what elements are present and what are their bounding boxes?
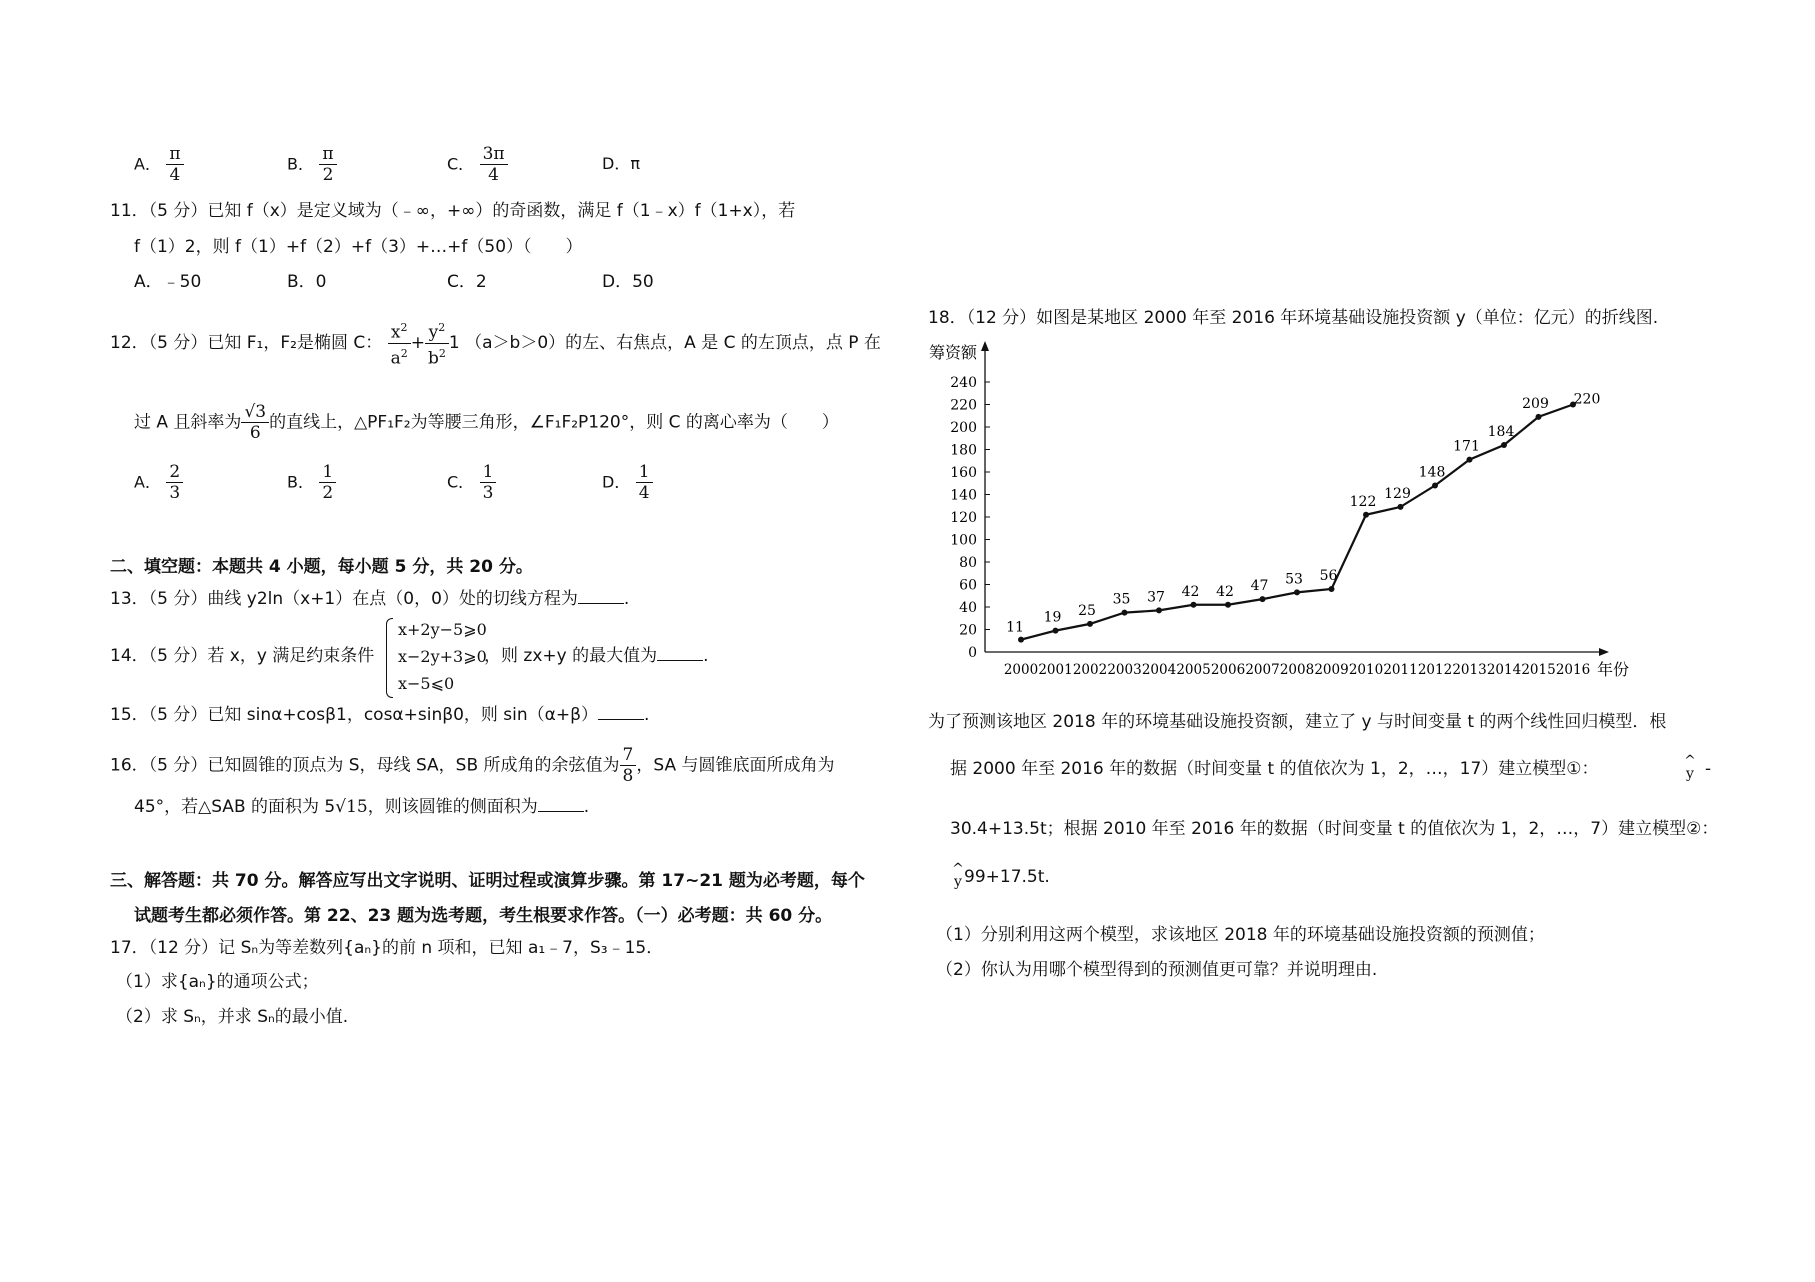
y-tick-label: 80	[959, 555, 977, 571]
section-3-heading-line1: 三、解答题：共 70 分。解答应写出文字说明、证明过程或演算步骤。第 17~21 题为必考题，每个	[110, 871, 865, 891]
q12-intro: 12．（5 分）已知 F₁，F₂是椭圆 C：	[110, 333, 383, 354]
x-tick-label: 2014	[1486, 662, 1522, 678]
ellipse-y-term	[425, 318, 449, 368]
investment-line-chart	[925, 335, 1630, 680]
var-a: a	[390, 348, 401, 369]
data-label: 129	[1384, 485, 1411, 502]
option-label: D．	[602, 472, 631, 492]
data-point	[1398, 504, 1404, 510]
answer-blank[interactable]	[657, 646, 703, 661]
denominator: 4	[169, 165, 181, 185]
x-tick-label: 2013	[1452, 662, 1487, 678]
denominator: 2	[322, 483, 334, 503]
x-tick-label: 2000	[1003, 662, 1039, 678]
q12-option-d	[602, 462, 653, 503]
y-hat	[950, 861, 966, 890]
hat-mark: ^	[1684, 753, 1696, 769]
q18-para4	[950, 861, 1050, 890]
answer-blank[interactable]	[538, 797, 584, 812]
fraction	[636, 462, 653, 503]
q11-option-c: C．2	[447, 272, 487, 292]
numerator: 1	[480, 462, 497, 483]
q12-intro-end: （a＞b＞0）的左、右焦点，A 是 C 的左顶点，点 P 在	[465, 333, 881, 354]
q12-option-b	[287, 462, 336, 503]
data-label: 19	[1043, 609, 1062, 626]
fraction	[480, 462, 497, 503]
q18-para2	[950, 753, 1712, 782]
hat-variable: y	[1686, 766, 1694, 782]
numerator: 1	[636, 462, 653, 483]
data-point	[1467, 457, 1473, 463]
q14-suffix	[484, 645, 709, 667]
q12-line2	[134, 402, 839, 443]
data-label: 209	[1522, 395, 1549, 412]
y-tick-label: 220	[950, 397, 977, 414]
denominator: 6	[249, 423, 261, 443]
constraint-1: x+2y−5⩾0	[398, 620, 487, 639]
exponent: 2	[438, 346, 446, 360]
x-tick-label: 2001	[1038, 662, 1073, 678]
q14-brace	[386, 618, 393, 698]
exponent: 2	[400, 321, 408, 334]
q14-end: .	[703, 646, 709, 666]
fraction	[319, 462, 336, 503]
var-x: x	[390, 322, 401, 343]
option-label: C．	[447, 154, 475, 174]
y-axis-arrow	[981, 341, 989, 351]
option-label: D．π	[602, 154, 640, 173]
plus-sign: +	[410, 333, 426, 354]
y-tick-label: 180	[950, 442, 977, 459]
q14	[110, 645, 374, 667]
sqrt-15: √15	[335, 797, 368, 817]
constraint-2: x−2y+3⩾0	[398, 647, 487, 666]
q11-option-b: B．0	[287, 272, 327, 292]
data-label: 11	[1006, 619, 1024, 636]
x-tick-label: 2003	[1107, 662, 1142, 678]
x-axis-label: 年份	[1597, 660, 1630, 679]
q10-option-c	[447, 144, 508, 185]
q16-line1	[110, 745, 835, 786]
q10-option-d	[602, 153, 640, 175]
data-point	[1053, 628, 1059, 634]
denominator: 8	[622, 766, 634, 786]
data-point	[1294, 589, 1300, 595]
data-point	[1260, 596, 1266, 602]
q18-title: 18．（12 分）如图是某地区 2000 年至 2016 年环境基础设施投资额 y（单位：亿元）的折线图.	[928, 308, 1659, 328]
numerator: 1	[319, 462, 336, 483]
fraction	[166, 144, 183, 185]
x-tick-label: 2007	[1245, 662, 1280, 678]
q12-option-a	[134, 462, 183, 503]
q14-constraints	[398, 616, 487, 697]
data-point	[1329, 586, 1335, 592]
data-label: 184	[1487, 424, 1515, 440]
data-point	[1501, 442, 1507, 448]
data-point	[1363, 512, 1369, 518]
y-hat	[1682, 753, 1698, 782]
option-label: A．	[134, 472, 161, 492]
q16-start: 16．（5 分）已知圆锥的顶点为 S，母线 SA，SB 所成角的余弦值为	[110, 755, 620, 776]
data-label: 171	[1453, 438, 1480, 455]
data-label: 35	[1112, 591, 1131, 608]
q13	[110, 588, 629, 610]
option-label: C．	[447, 472, 475, 492]
data-label: 42	[1181, 583, 1200, 600]
numerator: π	[166, 144, 183, 165]
q16-end: ，SA 与圆锥底面所成角为	[636, 755, 835, 776]
q10-option-a	[134, 144, 184, 185]
q11-line2: f（1）2，则 f（1）+f（2）+f（3）+…+f（50）（ ）	[134, 237, 583, 257]
option-label: B．	[287, 472, 314, 492]
y-tick-label: 200	[950, 420, 977, 436]
x-tick-label: 2004	[1141, 662, 1177, 678]
section-3-heading-line2: 试题考生都必须作答。第 22、23 题为选考题，考生根要求作答。（一）必考题：共 60 分。	[134, 906, 833, 926]
q18-sub2: （2）你认为用哪个模型得到的预测值更可靠？并说明理由.	[936, 960, 1378, 980]
q12-line2-start: 过 A 且斜率为	[134, 412, 242, 433]
hat-variable: y	[954, 874, 962, 890]
q11-line1: 11．（5 分）已知 f（x）是定义域为（﹣∞，+∞）的奇函数，满足 f（1﹣x）f（1+x），若	[110, 201, 796, 221]
var-y: y	[428, 322, 439, 343]
data-point	[1432, 483, 1438, 489]
denominator: 3	[482, 483, 494, 503]
numerator: 2	[166, 462, 183, 483]
x-axis-arrow	[1599, 648, 1609, 656]
data-label: 37	[1147, 589, 1165, 606]
ellipse-x-term	[388, 318, 411, 368]
answer-blank[interactable]	[578, 589, 624, 604]
section-2-heading: 二、填空题：本题共 4 小题，每小题 5 分，共 20 分。	[110, 557, 533, 577]
q10-option-b	[287, 144, 337, 185]
y-tick-label: 120	[950, 510, 977, 526]
data-label: 220	[1573, 391, 1601, 408]
y-tick-label: 100	[950, 532, 977, 549]
x-tick-label: 2012	[1417, 662, 1453, 678]
fraction	[166, 462, 183, 503]
slope-fraction	[241, 402, 269, 443]
y-axis-label: 筹资额	[929, 343, 978, 362]
q17-sub2: （2）求 Sₙ，并求 Sₙ的最小值.	[116, 1007, 349, 1027]
exponent: 2	[400, 346, 408, 360]
q18-para2-text: 据 2000 年至 2016 年的数据（时间变量 t 的值依次为 1，2，…，17）建立模型①：	[950, 759, 1599, 779]
q12-line2-end: 的直线上，△PF₁F₂为等腰三角形，∠F₁F₂P120°，则 C 的离心率为（ ）	[269, 412, 839, 433]
x-tick-label: 2016	[1555, 662, 1591, 678]
q17-line1: 17．（12 分）记 Sₙ为等差数列{aₙ}的前 n 项和，已知 a₁﹣7，S₃﹣15．	[110, 938, 664, 958]
q14-suffix-text: ，则 zx+y 的最大值为	[484, 646, 658, 666]
y-tick-label: 20	[959, 622, 977, 639]
x-tick-label: 2010	[1348, 662, 1384, 678]
q15-text: 15．（5 分）已知 sinα+cosβ1，cosα+sinβ0，则 sin（α+β）	[110, 705, 598, 725]
option-label: A．	[134, 154, 161, 174]
data-point	[1191, 602, 1197, 608]
x-tick-label: 2006	[1210, 662, 1246, 678]
fraction	[319, 144, 336, 185]
data-point	[1087, 621, 1093, 627]
data-label: 148	[1418, 464, 1446, 481]
y-tick-label: 60	[959, 577, 977, 594]
data-label: 56	[1319, 568, 1338, 584]
data-label: 53	[1285, 571, 1303, 588]
q16-line2-start: 45°，若△SAB 的面积为 5	[134, 797, 336, 817]
cosine-fraction	[620, 745, 637, 786]
denominator: 2	[322, 165, 334, 185]
denominator: 3	[169, 483, 181, 503]
q18-sub1: （1）分别利用这两个模型，求该地区 2018 年的环境基础设施投资额的预测值；	[936, 925, 1545, 945]
data-point	[1536, 414, 1542, 420]
equation-rhs: 1	[448, 333, 460, 354]
model-2-equation: 99+17.5t.	[964, 867, 1050, 887]
q12-option-c	[447, 462, 496, 503]
constraint-3: x−5⩽0	[398, 674, 455, 693]
q13-text: 13．（5 分）曲线 y2ln（x+1）在点（0，0）处的切线方程为	[110, 589, 578, 609]
data-point	[1156, 607, 1162, 613]
q13-end: .	[623, 589, 630, 609]
y-tick-label: 240	[950, 375, 977, 391]
x-tick-label: 2015	[1521, 662, 1556, 678]
x-tick-label: 2009	[1314, 662, 1349, 678]
y-tick-label: 40	[959, 600, 977, 616]
q18-para3: 30.4+13.5t；根据 2010 年至 2016 年的数据（时间变量 t 的值依次为 1，2，…，7）建立模型②：	[950, 819, 1719, 839]
denominator: 4	[488, 165, 499, 185]
x-tick-label: 2002	[1072, 662, 1108, 678]
y-tick-label: 140	[950, 487, 977, 504]
data-label: 122	[1349, 493, 1377, 510]
q11-option-a: A．﹣50	[134, 272, 202, 292]
x-tick-label: 2005	[1176, 662, 1211, 678]
q16-line2-end: ，则该圆锥的侧面积为	[367, 797, 538, 817]
q14-prefix: 14．（5 分）若 x，y 满足约束条件	[110, 646, 375, 666]
q16-line2	[134, 796, 589, 818]
y-tick-label: 160	[950, 465, 977, 481]
q12-line1	[110, 318, 881, 368]
exponent: 2	[438, 321, 446, 334]
data-point	[1018, 637, 1024, 643]
q17-sub1: （1）求{aₙ}的通项公式；	[116, 972, 319, 992]
q16-period: .	[583, 797, 590, 817]
denominator: 4	[638, 483, 650, 503]
data-label: 25	[1078, 602, 1096, 619]
data-label: 47	[1250, 578, 1269, 595]
numerator: 7	[620, 745, 637, 766]
q15	[110, 704, 649, 726]
data-point	[1122, 610, 1128, 616]
numerator: 3π	[480, 144, 508, 165]
fraction	[480, 144, 508, 185]
x-tick-label: 2011	[1383, 662, 1418, 678]
answer-blank[interactable]	[598, 705, 644, 720]
data-point	[1225, 602, 1231, 608]
q18-para1: 为了预测该地区 2018 年的环境基础设施投资额，建立了 y 与时间变量 t 的两个线性回归模型．根	[928, 712, 1667, 732]
y-tick-label: 0	[968, 645, 977, 661]
x-tick-label: 2008	[1279, 662, 1315, 678]
var-b: b	[428, 348, 439, 369]
q15-end: .	[643, 705, 650, 725]
option-label: B．	[287, 154, 314, 174]
q11-option-d: D．50	[602, 272, 654, 292]
data-label: 42	[1216, 583, 1234, 600]
numerator: √3	[241, 402, 269, 423]
model-1-dash: -	[1705, 759, 1712, 779]
numerator: π	[319, 144, 336, 165]
hat-mark: ^	[952, 861, 964, 877]
